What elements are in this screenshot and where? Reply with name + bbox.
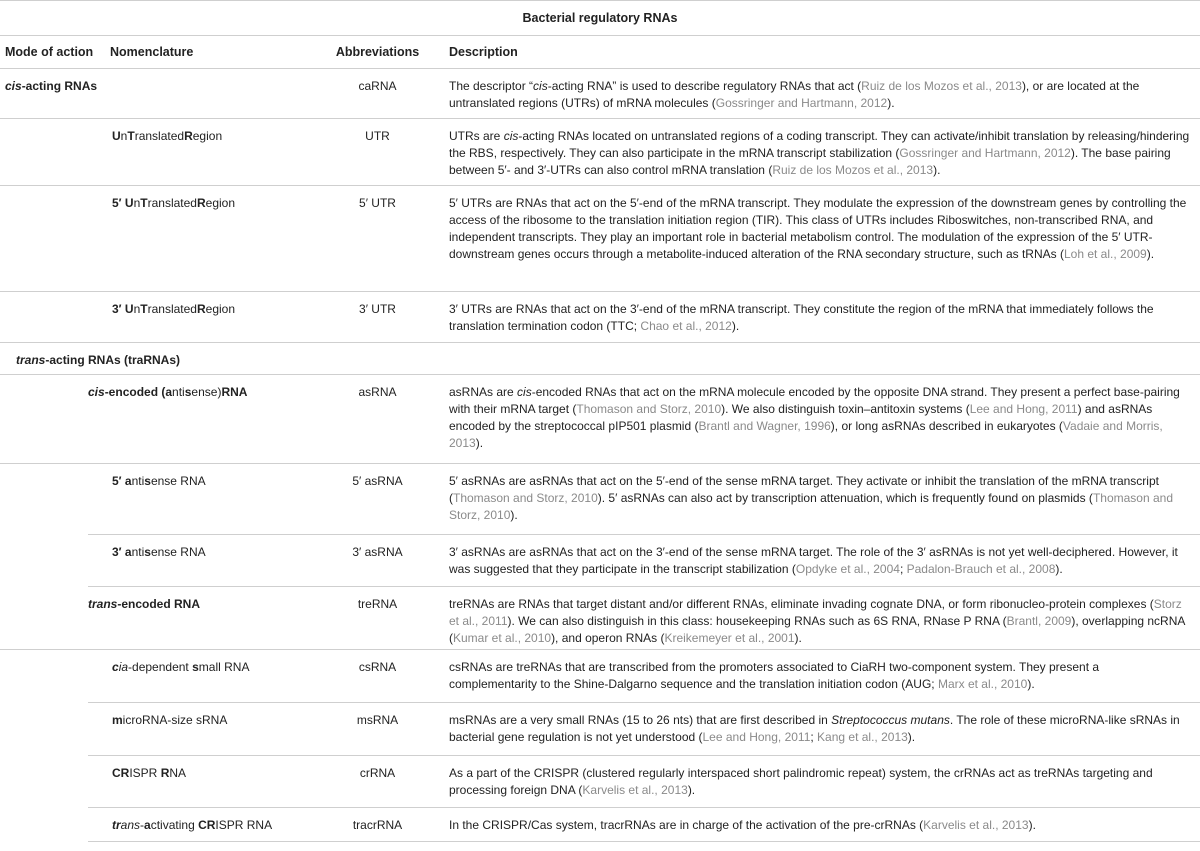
abbr-cell: UTR <box>365 129 390 143</box>
table-row <box>88 808 1200 842</box>
nomenclature-cell: 5′ UnTranslatedRegion <box>112 196 236 210</box>
nomenclature-cell: cia-dependent small RNA <box>112 660 250 674</box>
mode-italic: cis <box>5 79 22 93</box>
abbr-cell: csRNA <box>358 660 397 674</box>
table-row <box>88 650 1200 703</box>
mode-cell <box>0 78 310 95</box>
header-nomenclature: Nomenclature <box>110 44 194 59</box>
table-row <box>88 535 1200 587</box>
table-row <box>88 756 1200 808</box>
table-row <box>88 464 1200 535</box>
abbr-cell: 3′ asRNA <box>352 545 403 559</box>
table-row <box>0 343 1200 375</box>
desc-cell: 5′ UTRs are RNAs that act on the 5′-end of the mRNA transcript. They modulate the expression of the downstream genes by controlling the access of the ribosome to the translation initiation region (TIR). This class of UTRs includes Riboswitches, non-transcribed RNA, and independent transcripts. They play an important role in bacterial metabolism control. The modulation of the expression of the 5′ UTR-downstream genes occurs through a metabolite-induced alteration of the RNA secondary structure, such as tRNAs (Loh et al., 2009). <box>449 196 1187 261</box>
table-row <box>0 119 1200 186</box>
abbr-cell: crRNA <box>359 766 396 780</box>
abbr-cell: msRNA <box>356 713 399 727</box>
mode-cell <box>0 352 310 369</box>
nomenclature-cell: cis-encoded (antisense)RNA <box>88 385 248 399</box>
desc-cell: 3′ asRNAs are asRNAs that act on the 3′-end of the sense mRNA target. The role of the 3′ asRNAs is not yet well-deciphered. However, it was suggested that they participate in the transcript stabilization (Opdyke et al., 2004; Padalon-Brauch et al., 2008). <box>449 545 1178 576</box>
table-row <box>0 186 1200 292</box>
nomenclature-cell: trans-encoded RNA <box>88 597 201 611</box>
desc-cell: As a part of the CRISPR (clustered regularly interspaced short palindromic repeat) system, the crRNAs act as treRNAs targeting and processing foreign DNA (Karvelis et al., 2013). <box>449 766 1153 797</box>
mode-italic: trans <box>16 353 46 367</box>
nomenclature-cell: 5′ antisense RNA <box>112 474 206 488</box>
nomenclature-cell: 3′ antisense RNA <box>112 545 206 559</box>
desc-cell: csRNAs are treRNAs that are transcribed from the promoters associated to CiaRH two-component system. They present a complementarity to the Shine-Dalgarno sequence and the translation initiation codon (AUG; Marx et al., 2010). <box>449 660 1100 691</box>
abbr-cell: tracrRNA <box>352 818 403 832</box>
nomenclature-cell: CRISPR RNA <box>112 766 187 780</box>
abbr-cell: 5′ asRNA <box>352 474 403 488</box>
table-row <box>0 587 1200 650</box>
nomenclature-cell: trans-activating CRISPR RNA <box>112 818 273 832</box>
abbr-cell: asRNA <box>358 385 397 399</box>
abbr-cell: treRNA <box>357 597 398 611</box>
header-abbreviations: Abbreviations <box>335 44 420 59</box>
header-description: Description <box>449 44 518 59</box>
desc-cell: UTRs are cis-acting RNAs located on untranslated regions of a coding transcript. They can activate/inhibit translation by releasing/hindering the RBS, respectively. They can also participate in the mRNA transcript stabilization (Gossringer and Hartmann, 2012). The base pairing between 5′- and 3′-UTRs can also control mRNA translation (Ruiz de los Mozos et al., 2013). <box>449 129 1190 177</box>
table-title: Bacterial regulatory RNAs <box>0 0 1200 36</box>
nomenclature-cell: UnTranslatedRegion <box>112 129 223 143</box>
table-row <box>88 703 1200 756</box>
mode-rest: -acting RNAs (traRNAs) <box>45 353 181 367</box>
abbr-cell: caRNA <box>358 79 397 93</box>
abbr-cell: 5′ UTR <box>359 196 396 210</box>
nomenclature-cell: microRNA-size sRNA <box>112 713 228 727</box>
desc-cell: asRNAs are cis-encoded RNAs that act on the mRNA molecule encoded by the opposite DNA strand. They present a perfect base-pairing with their mRNA target (Thomason and Storz, 2010). We also distinguish toxin–antitoxin systems (Lee and Hong, 2011) and asRNAs encoded by the streptococcal pIP501 plasmid (Brantl and Wagner, 1996), or long asRNAs described in eukaryotes (Vadaie and Morris, 2013). <box>449 385 1180 450</box>
abbr-cell: 3′ UTR <box>359 302 396 316</box>
table-row <box>0 375 1200 464</box>
desc-cell: msRNAs are a very small RNAs (15 to 26 nts) that are first described in Streptococcus mutans. The role of these microRNA-like sRNAs in bacterial gene regulation is not yet understood (Lee and Hong, 2011; Kang et al., 2013). <box>449 713 1180 744</box>
table-row <box>0 69 1200 119</box>
desc-cell: treRNAs are RNAs that target distant and/or different RNAs, eliminate invading cognate DNA, or form ribonucleo-protein complexes (Storz et al., 2011). We can also distinguish in this class: housekeeping RNAs such as 6S RNA, RNase P RNA (Brantl, 2009), overlapping ncRNA (Kumar et al., 2010), and operon RNAs (Kreikemeyer et al., 2001). <box>449 597 1185 645</box>
desc-cell: The descriptor “cis-acting RNA” is used to describe regulatory RNAs that act (Ruiz de los Mozos et al., 2013), or are located at the untranslated regions (UTRs) of mRNA molecules (Gossringer and Hartmann, 2012). <box>449 79 1140 110</box>
desc-cell: 3′ UTRs are RNAs that act on the 3′-end of the mRNA transcript. They constitute the region of the mRNA that immediately follows the translation termination codon (TTC; Chao et al., 2012). <box>449 302 1154 333</box>
table-header <box>0 36 1200 69</box>
mode-rest: -acting RNAs <box>21 79 98 93</box>
nomenclature-cell: 3′ UnTranslatedRegion <box>112 302 236 316</box>
table-row <box>0 292 1200 343</box>
desc-cell: In the CRISPR/Cas system, tracrRNAs are in charge of the activation of the pre-crRNAs (Karvelis et al., 2013). <box>449 818 1036 832</box>
header-mode: Mode of action <box>5 44 94 59</box>
desc-cell: 5′ asRNAs are asRNAs that act on the 5′-end of the sense mRNA target. They activate or inhibit the translation of the mRNA transcript (Thomason and Storz, 2010). 5′ asRNAs can also act by transcription attenuation, which is frequently found on plasmids (Thomason and Storz, 2010). <box>449 474 1173 522</box>
